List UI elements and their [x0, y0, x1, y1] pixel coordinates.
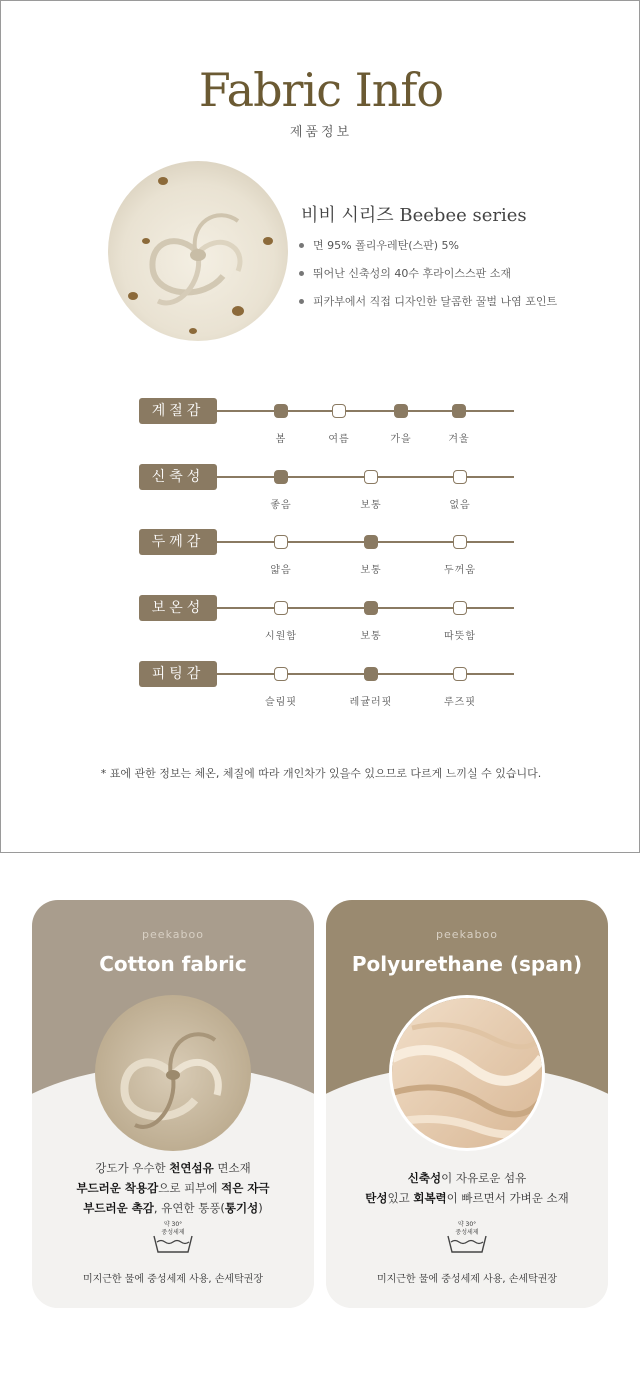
- desc-line: 신축성이 자유로운 섬유: [407, 1171, 527, 1185]
- cotton-fabric-card: [32, 900, 314, 1308]
- feature-item: 뛰어난 신축성의 40수 후라이스스판 소재: [299, 267, 557, 295]
- rating-label: 보온성: [139, 595, 217, 621]
- rating-option-label: 좋음: [270, 500, 292, 511]
- rating-dot: [452, 404, 466, 418]
- care-instructions: 미지근한 물에 중성세제 사용, 손세탁권장: [82, 1274, 264, 1285]
- disclaimer-note: * 표에 관한 정보는 체온, 체질에 따라 개인차가 있을수 있으므로 다르게 느끼실 수 있습니다.: [100, 767, 542, 780]
- rating-dot: [274, 470, 288, 484]
- rating-option-label: 슬림핏: [265, 697, 297, 708]
- rating-row-stretch: [1, 464, 640, 514]
- polyurethane-fabric-card: [326, 900, 608, 1308]
- rating-option-label: 보통: [360, 631, 382, 642]
- span-fabric-photo: [389, 995, 545, 1151]
- fabric-swirl-photo: [108, 161, 288, 341]
- rating-dot: [364, 535, 378, 549]
- rating-dot: [394, 404, 408, 418]
- desc-line: 부드러운 촉감, 유연한 통풍(통기성): [83, 1201, 263, 1215]
- rating-option-label: 따뜻함: [444, 631, 476, 642]
- svg-text:약 30°: 약 30°: [457, 1221, 477, 1228]
- rating-dot: [364, 470, 378, 484]
- rating-option-label: 두꺼움: [444, 565, 476, 576]
- rating-dot: [364, 667, 378, 681]
- rating-dot: [274, 404, 288, 418]
- rating-dot: [364, 601, 378, 615]
- card-title: Polyurethane (span): [351, 952, 583, 976]
- brand-logo: peekaboo: [142, 928, 204, 941]
- page-subtitle: 제품정보: [289, 125, 353, 140]
- svg-text:약 30°: 약 30°: [163, 1221, 183, 1228]
- feature-item: 피카부에서 직접 디자인한 달콤한 꿀벌 나염 포인트: [299, 295, 557, 323]
- card-title: Cotton fabric: [99, 952, 247, 976]
- desc-line: 탄성있고 회복력이 빠르면서 가벼운 소재: [365, 1191, 569, 1205]
- rating-option-label: 봄: [275, 434, 287, 445]
- rating-row-fit: [1, 661, 640, 711]
- rating-option-label: 레귤러핏: [349, 697, 393, 708]
- card-description: [32, 1158, 314, 1218]
- rating-dot: [453, 470, 467, 484]
- rating-dot: [274, 667, 288, 681]
- rating-option-label: 겨울: [448, 434, 470, 445]
- rating-label: 두께감: [139, 529, 217, 555]
- rating-option-label: 보통: [360, 500, 382, 511]
- care-instructions: 미지근한 물에 중성세제 사용, 손세탁권장: [376, 1274, 558, 1285]
- rating-label: 피팅감: [139, 661, 217, 687]
- rating-option-label: 가을: [390, 434, 412, 445]
- svg-text:중성세제: 중성세제: [455, 1229, 479, 1236]
- card-description: [326, 1168, 608, 1208]
- rating-row-warmth: [1, 595, 640, 645]
- rating-option-label: 없음: [449, 500, 471, 511]
- hand-wash-icon: [148, 1218, 198, 1258]
- cotton-swirl-photo: [95, 995, 251, 1151]
- page-title: Fabric Info: [198, 63, 444, 117]
- rating-dot: [332, 404, 346, 418]
- rating-label: 계절감: [139, 398, 217, 424]
- rating-dot: [274, 601, 288, 615]
- rating-option-label: 얇음: [270, 565, 292, 576]
- rating-dot: [453, 535, 467, 549]
- rating-option-label: 보통: [360, 565, 382, 576]
- rating-dot: [453, 667, 467, 681]
- rating-dot: [453, 601, 467, 615]
- feature-list: [299, 239, 557, 323]
- rating-track: [217, 410, 514, 412]
- rating-dot: [274, 535, 288, 549]
- series-title: 비비 시리즈 Beebee series: [301, 205, 527, 226]
- rating-row-season: [1, 398, 640, 448]
- svg-text:중성세제: 중성세제: [161, 1229, 185, 1236]
- rating-label: 신축성: [139, 464, 217, 490]
- rating-option-label: 루즈핏: [444, 697, 476, 708]
- hand-wash-icon: [442, 1218, 492, 1258]
- rating-row-thickness: [1, 529, 640, 579]
- feature-item: 면 95% 폴리우레탄(스판) 5%: [299, 239, 557, 267]
- rating-option-label: 시원함: [265, 631, 297, 642]
- desc-line: 강도가 우수한 천연섬유 면소재: [95, 1161, 251, 1175]
- brand-logo: peekaboo: [436, 928, 498, 941]
- rating-option-label: 여름: [328, 434, 350, 445]
- desc-line: 부드러운 착용감으로 피부에 적은 자극: [76, 1181, 270, 1195]
